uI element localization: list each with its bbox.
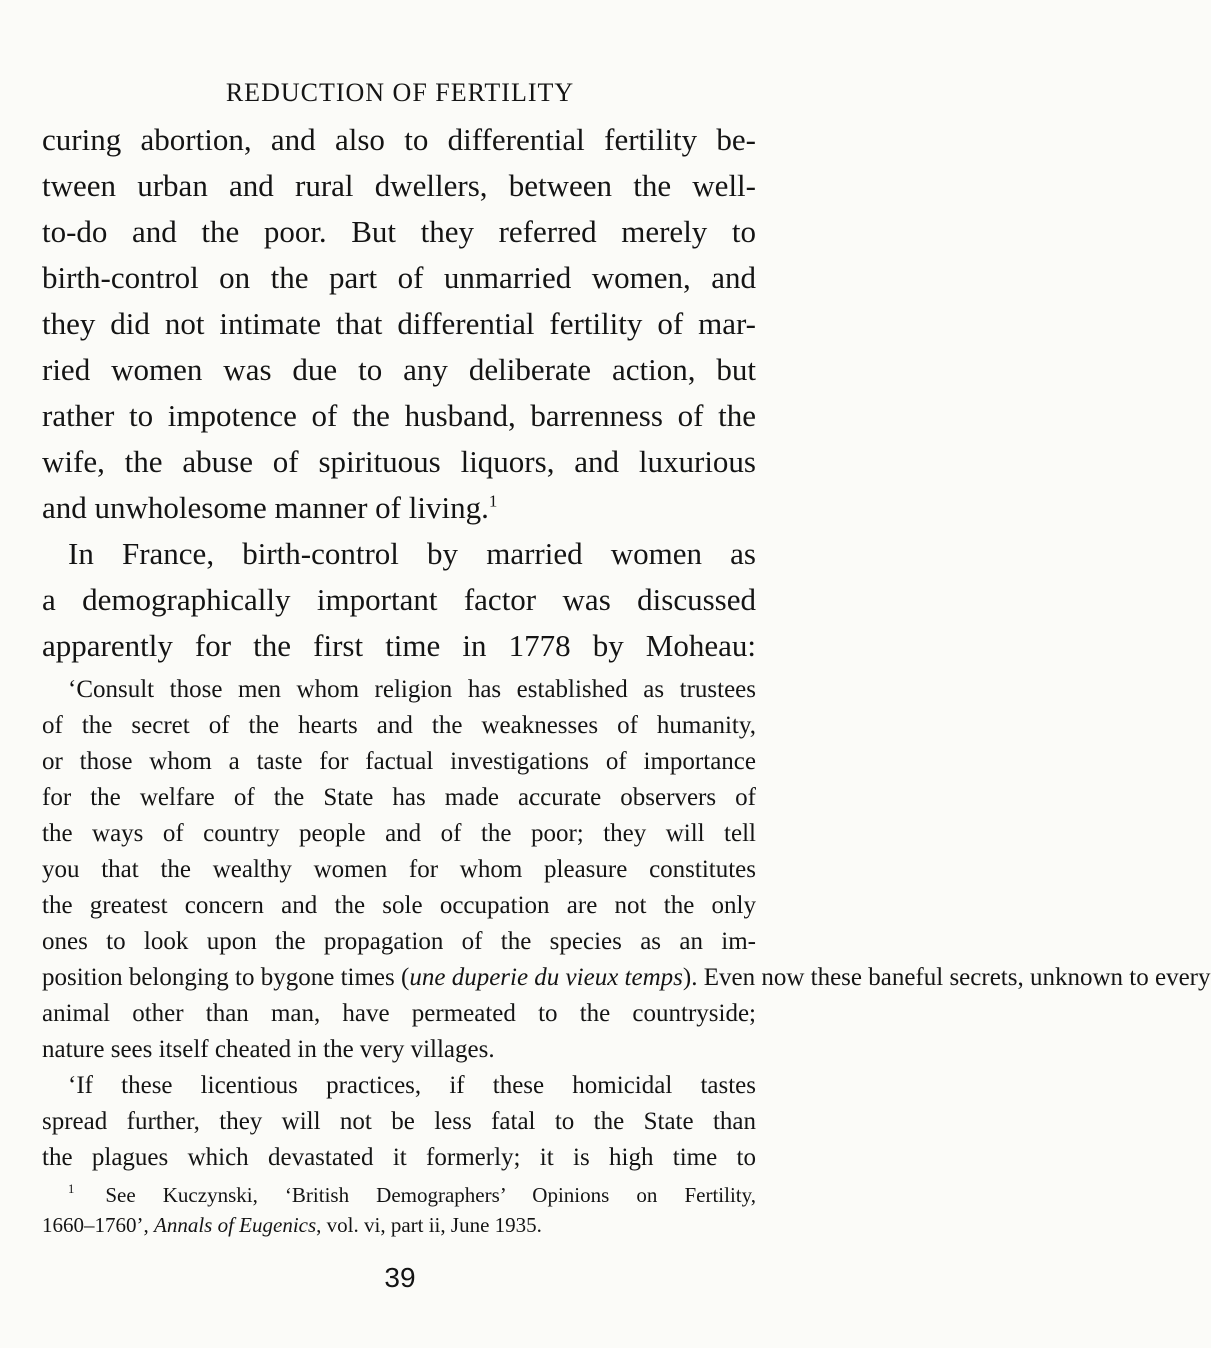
quote-line: for the welfare of the State has made accurate observers of [42,784,756,811]
footnote-line-1 [42,1182,756,1212]
quote-line: the plagues which devastated it formerly; it is high time to [42,1144,756,1171]
italic-french-phrase: une duperie du vieux temps [409,964,683,991]
quote-line: spread further, they will not be less fatal to the State than [42,1108,756,1135]
quote-line: ‘Consult those men whom religion has established as trustees [68,676,756,703]
body-line: wife, the abuse of spirituous liquors, and luxurious [42,444,756,479]
body-line: In France, birth-control by married women as [68,536,756,571]
body-line: tween urban and rural dwellers, between the well- [42,168,756,203]
quote-line: you that the wealthy women for whom pleasure constitutes [42,856,756,883]
quote-line: or those whom a taste for factual investigations of importance [42,748,756,775]
quote-line: position belonging to bygone times (une duperie du vieux temps). Even now these baneful secrets, unknown to every [42,964,1211,991]
body-line: birth-control on the part of unmarried women, and [42,260,756,295]
body-line: and unwholesome manner of living.$^1$ [42,490,498,525]
quote-line: ‘If these licentious practices, if these homicidal tastes [68,1072,756,1099]
footnote-marker: 1 [68,1182,75,1196]
body-line: curing abortion, and also to differential fertility be- [42,122,756,157]
body-line: rather to impotence of the husband, barrenness of the [42,398,756,433]
body-line: to-do and the poor. But they referred merely to [42,214,756,249]
quote-line: nature sees itself cheated in the very villages. [42,1036,495,1063]
running-header: REDUCTION OF FERTILITY [225,78,575,107]
footnote-text-line-1: $^1$ See Kuczynski, ‘British Demographers’ Opinions on Fertility, [68,1182,756,1207]
body-line: a demographically important factor was discussed [42,582,756,617]
body-line: they did not intimate that differential fertility of mar- [42,306,756,341]
quote-line: ones to look upon the propagation of the species as an im- [42,928,756,955]
footnote-reference: 1 [488,491,498,511]
quote-line: animal other than man, have permeated to the countryside; [42,1000,756,1027]
quote-line: the ways of country people and of the poor; they will tell [42,820,756,847]
body-line: apparently for the first time in 1778 by Moheau: [42,628,756,663]
quote-line: of the secret of the hearts and the weaknesses of humanity, [42,712,756,739]
body-line: ried women was due to any deliberate action, but [42,352,756,387]
page-number: 39 [384,1262,416,1293]
journal-title: Annals of Eugenics [154,1213,317,1237]
quote-line: the greatest concern and the sole occupation are not the only [42,892,756,919]
footnote-text-line-2: 1660–1760’, Annals of Eugenics, vol. vi, part ii, June 1935. [42,1213,542,1237]
